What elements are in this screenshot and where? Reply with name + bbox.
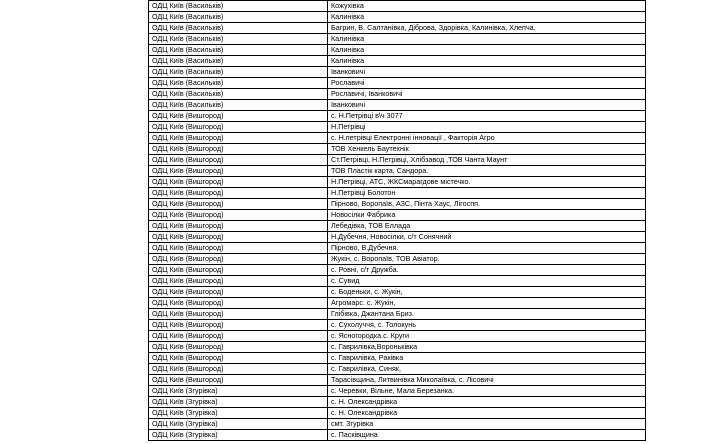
locality-cell[interactable]: с. Сухолуччя, с. Толокунь xyxy=(328,320,646,331)
region-cell[interactable]: ОДЦ Київ (Вишгород) xyxy=(149,221,328,232)
table-row xyxy=(149,122,646,133)
region-cell[interactable]: ОДЦ Київ (Вишгород) xyxy=(149,243,328,254)
locality-cell[interactable]: Калинівка xyxy=(328,45,646,56)
locality-cell[interactable]: ТОВ Пластік карта, Сандора. xyxy=(328,166,646,177)
table-row xyxy=(149,100,646,111)
table-row xyxy=(149,353,646,364)
table-row xyxy=(149,23,646,34)
region-cell[interactable]: ОДЦ Київ (Вишгород) xyxy=(149,111,328,122)
locality-cell[interactable]: с. Черевки, Вільне, Мала Березанка. xyxy=(328,386,646,397)
region-cell[interactable]: ОДЦ Київ (Згурівка) xyxy=(149,408,328,419)
region-cell[interactable]: ОДЦ Київ (Вишгород) xyxy=(149,276,328,287)
region-cell[interactable]: ОДЦ Київ (Вишгород) xyxy=(149,320,328,331)
locality-cell[interactable]: Калинівка xyxy=(328,56,646,67)
locality-cell[interactable]: Калинівка xyxy=(328,12,646,23)
locality-cell[interactable]: Пірново, Воропаїв, АЗС, Пінта Хаус, Лігоспп. xyxy=(328,199,646,210)
locality-cell[interactable]: Пірново, В.Дубечня. xyxy=(328,243,646,254)
region-cell[interactable]: ОДЦ Київ (Вишгород) xyxy=(149,188,328,199)
table-row xyxy=(149,221,646,232)
region-cell[interactable]: ОДЦ Київ (Васильків) xyxy=(149,34,328,45)
locality-cell[interactable]: Рославичі xyxy=(328,78,646,89)
region-cell[interactable]: ОДЦ Київ (Васильків) xyxy=(149,67,328,78)
region-cell[interactable]: ОДЦ Київ (Васильків) xyxy=(149,56,328,67)
data-table xyxy=(148,0,646,441)
table-row xyxy=(149,1,646,12)
region-cell[interactable]: ОДЦ Київ (Васильків) xyxy=(149,45,328,56)
table-row xyxy=(149,265,646,276)
locality-cell[interactable]: Новосілки Фабрика xyxy=(328,210,646,221)
table-row xyxy=(149,298,646,309)
locality-cell[interactable]: с. Н.петрівці Електронні інновації , Факторія Агро xyxy=(328,133,646,144)
region-cell[interactable]: ОДЦ Київ (Васильків) xyxy=(149,100,328,111)
region-cell[interactable]: ОДЦ Київ (Вишгород) xyxy=(149,331,328,342)
region-cell[interactable]: ОДЦ Київ (Вишгород) xyxy=(149,309,328,320)
table-row xyxy=(149,331,646,342)
region-cell[interactable]: ОДЦ Київ (Вишгород) xyxy=(149,232,328,243)
locality-cell[interactable]: Іванковичі xyxy=(328,100,646,111)
region-cell[interactable]: ОДЦ Київ (Вишгород) xyxy=(149,364,328,375)
table-row xyxy=(149,89,646,100)
locality-cell[interactable]: смт. Згурівка xyxy=(328,419,646,430)
table-row xyxy=(149,243,646,254)
table-row xyxy=(149,320,646,331)
locality-cell[interactable]: с. Ровні, с/т Дружба. xyxy=(328,265,646,276)
region-cell[interactable]: ОДЦ Київ (Васильків) xyxy=(149,23,328,34)
locality-cell[interactable]: Глібівка, Джантана Бриз. xyxy=(328,309,646,320)
region-cell[interactable]: ОДЦ Київ (Васильків) xyxy=(149,1,328,12)
locality-cell[interactable]: Н.Петрівці Болотон xyxy=(328,188,646,199)
table-row xyxy=(149,342,646,353)
table-row xyxy=(149,309,646,320)
locality-cell[interactable]: Н.Дубечня, Новосілки, с/т Сонячний xyxy=(328,232,646,243)
region-cell[interactable]: ОДЦ Київ (Вишгород) xyxy=(149,133,328,144)
region-cell[interactable]: ОДЦ Київ (Вишгород) xyxy=(149,298,328,309)
table-row xyxy=(149,430,646,441)
locality-cell[interactable]: Калинівка xyxy=(328,34,646,45)
table-body xyxy=(149,1,646,441)
table-row xyxy=(149,254,646,265)
locality-cell[interactable]: с. Н. Олександрівка xyxy=(328,408,646,419)
locality-cell[interactable]: Жукін, с. Воропаїв, ТОВ Авіатор. xyxy=(328,254,646,265)
table-row xyxy=(149,78,646,89)
region-cell[interactable]: ОДЦ Київ (Вишгород) xyxy=(149,287,328,298)
region-cell[interactable]: ОДЦ Київ (Вишгород) xyxy=(149,210,328,221)
locality-cell[interactable]: Кожухівка xyxy=(328,1,646,12)
locality-cell[interactable]: с. Гаврилівка, Раківка xyxy=(328,353,646,364)
region-cell[interactable]: ОДЦ Київ (Васильків) xyxy=(149,89,328,100)
locality-cell[interactable]: с. Пасківщина xyxy=(328,430,646,441)
locality-cell[interactable]: Багрин, В. Салтанівка, Діброва, Здорівка, Калинівка, Хлепча. xyxy=(328,23,646,34)
table-row xyxy=(149,177,646,188)
table-row xyxy=(149,166,646,177)
locality-cell[interactable]: Н.Петрівці xyxy=(328,122,646,133)
table-row xyxy=(149,67,646,78)
table-row xyxy=(149,287,646,298)
locality-cell[interactable]: Лебедівка, ТОВ Еллада xyxy=(328,221,646,232)
locality-cell[interactable]: Ст.Петрівці, Н.Петрівці, Хлібзавод ,ТОВ Чанта Маунт xyxy=(328,155,646,166)
table-row xyxy=(149,419,646,430)
region-cell[interactable]: ОДЦ Київ (Вишгород) xyxy=(149,144,328,155)
table-row xyxy=(149,375,646,386)
table-row xyxy=(149,386,646,397)
locality-cell[interactable]: с. Боденьки, с. Жукін, xyxy=(328,287,646,298)
locality-cell[interactable]: Рославичі, Іванковичі xyxy=(328,89,646,100)
table-row xyxy=(149,188,646,199)
table-row xyxy=(149,45,646,56)
table-row xyxy=(149,276,646,287)
locality-cell[interactable]: ТОВ Хенкель Баутехнік xyxy=(328,144,646,155)
table-row xyxy=(149,56,646,67)
table-row xyxy=(149,155,646,166)
table-row xyxy=(149,133,646,144)
table-row xyxy=(149,210,646,221)
table-row xyxy=(149,232,646,243)
locality-cell[interactable]: Агромарс. с. Жукін, xyxy=(328,298,646,309)
region-cell[interactable]: ОДЦ Київ (Вишгород) xyxy=(149,155,328,166)
region-cell[interactable]: ОДЦ Київ (Вишгород) xyxy=(149,342,328,353)
region-cell[interactable]: ОДЦ Київ (Згурівка) xyxy=(149,430,328,441)
region-cell[interactable]: ОДЦ Київ (Вишгород) xyxy=(149,265,328,276)
spreadsheet xyxy=(148,0,646,441)
locality-cell[interactable]: Тарасівщина, Литвинівка Миколаївка, с. Лісовичі xyxy=(328,375,646,386)
region-cell[interactable]: ОДЦ Київ (Згурівка) xyxy=(149,397,328,408)
table-row xyxy=(149,12,646,23)
locality-cell[interactable]: с. Н.Петрівці в\ч 3077 xyxy=(328,111,646,122)
region-cell[interactable]: ОДЦ Київ (Вишгород) xyxy=(149,375,328,386)
locality-cell[interactable]: с. Ясногородка.с. Круги xyxy=(328,331,646,342)
table-row xyxy=(149,364,646,375)
table-row xyxy=(149,111,646,122)
region-cell[interactable]: ОДЦ Київ (Васильків) xyxy=(149,78,328,89)
region-cell[interactable]: ОДЦ Київ (Вишгород) xyxy=(149,254,328,265)
table-row xyxy=(149,144,646,155)
region-cell[interactable]: ОДЦ Київ (Васильків) xyxy=(149,12,328,23)
locality-cell[interactable]: с. Сувид xyxy=(328,276,646,287)
region-cell[interactable]: ОДЦ Київ (Вишгород) xyxy=(149,199,328,210)
locality-cell[interactable]: Н.Петрівці, АТС, ЖКСмарагдове містечко. xyxy=(328,177,646,188)
locality-cell[interactable]: с. Гаврилівка,Вороньківка xyxy=(328,342,646,353)
region-cell[interactable]: ОДЦ Київ (Згурівка) xyxy=(149,419,328,430)
region-cell[interactable]: ОДЦ Київ (Вишгород) xyxy=(149,122,328,133)
region-cell[interactable]: ОДЦ Київ (Вишгород) xyxy=(149,177,328,188)
region-cell[interactable]: ОДЦ Київ (Згурівка) xyxy=(149,386,328,397)
locality-cell[interactable]: с. Н. Олександрівка xyxy=(328,397,646,408)
region-cell[interactable]: ОДЦ Київ (Вишгород) xyxy=(149,166,328,177)
locality-cell[interactable]: с. Гаврилівка, Синяк, xyxy=(328,364,646,375)
table-row xyxy=(149,199,646,210)
table-row xyxy=(149,397,646,408)
table-row xyxy=(149,34,646,45)
locality-cell[interactable]: Іванковичі xyxy=(328,67,646,78)
table-row xyxy=(149,408,646,419)
region-cell[interactable]: ОДЦ Київ (Вишгород) xyxy=(149,353,328,364)
